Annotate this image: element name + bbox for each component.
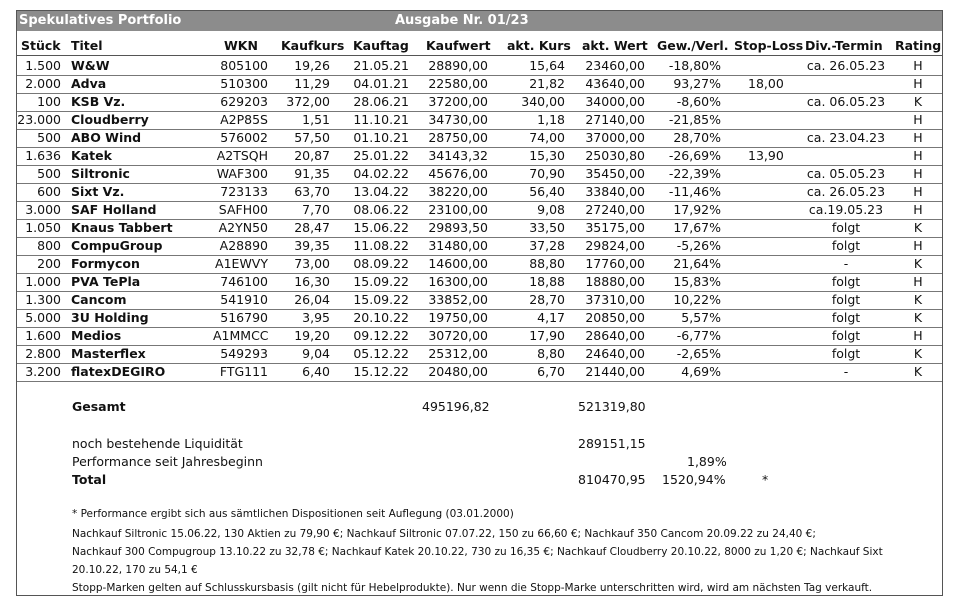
cell-rating: H bbox=[913, 58, 923, 73]
cell-div-termin: folgt bbox=[831, 238, 861, 253]
table-row bbox=[17, 291, 942, 310]
cell-akt-wert: 28640,00 bbox=[585, 328, 645, 343]
cell-kauftag: 20.10.22 bbox=[353, 310, 409, 325]
cell-stueck: 1.500 bbox=[25, 58, 61, 73]
note-line: Nachkauf Siltronic 15.06.22, 130 Aktien zu 79,90 €; Nachkauf Siltronic 07.07.22, 150 zu 66,60 €; Nachkauf 350 Cancom 20.09.22 zu 24,40 €; bbox=[72, 528, 816, 540]
cell-akt-kurs: 15,30 bbox=[529, 148, 565, 163]
cell-titel: KSB Vz. bbox=[71, 94, 126, 109]
title-bar bbox=[17, 11, 942, 31]
cell-akt-kurs: 88,80 bbox=[529, 256, 565, 271]
cell-akt-kurs: 37,28 bbox=[529, 238, 565, 253]
cell-kaufkurs: 7,70 bbox=[302, 202, 330, 217]
cell-gew-verl: 93,27% bbox=[673, 76, 721, 91]
performance-label: Performance seit Jahresbeginn bbox=[72, 454, 263, 469]
table-row bbox=[17, 111, 942, 130]
table-row bbox=[17, 309, 942, 328]
column-header-kaufwert: Kaufwert bbox=[426, 38, 491, 53]
table-row bbox=[17, 273, 942, 292]
cell-kauftag: 08.06.22 bbox=[353, 202, 409, 217]
table-row bbox=[17, 129, 942, 148]
cell-gew-verl: -5,26% bbox=[676, 238, 721, 253]
cell-akt-wert: 37310,00 bbox=[585, 292, 645, 307]
cell-gew-verl: -2,65% bbox=[676, 346, 721, 361]
cell-rating: K bbox=[913, 220, 923, 235]
cell-stop-loss: 13,90 bbox=[748, 148, 784, 163]
cell-kauftag: 15.09.22 bbox=[353, 274, 409, 289]
cell-titel: Cancom bbox=[71, 292, 127, 307]
cell-wkn: 746100 bbox=[220, 274, 268, 289]
cell-akt-wert: 18880,00 bbox=[585, 274, 645, 289]
cell-rating: K bbox=[913, 310, 923, 325]
cell-wkn: 516790 bbox=[220, 310, 268, 325]
cell-kauftag: 21.05.21 bbox=[353, 58, 409, 73]
cell-stueck: 1.300 bbox=[25, 292, 61, 307]
cell-kaufkurs: 26,04 bbox=[294, 292, 330, 307]
cell-kaufkurs: 91,35 bbox=[294, 166, 330, 181]
cell-akt-wert: 20850,00 bbox=[585, 310, 645, 325]
cell-rating: H bbox=[913, 76, 923, 91]
cell-kaufwert: 37200,00 bbox=[428, 94, 488, 109]
cell-kauftag: 13.04.22 bbox=[353, 184, 409, 199]
note-line: Stopp-Marken gelten auf Schlusskursbasis (gilt nicht für Hebelprodukte). Nur wenn die Stopp-Marke unterschritten wird, wird am nächsten Tag verkauft. bbox=[72, 582, 873, 594]
cell-kaufkurs: 63,70 bbox=[294, 184, 330, 199]
cell-stueck: 3.200 bbox=[25, 364, 61, 379]
table-row bbox=[17, 345, 942, 364]
cell-kaufkurs: 19,26 bbox=[294, 58, 330, 73]
note-line: Nachkauf 300 Compugroup 13.10.22 zu 32,78 €; Nachkauf Katek 20.10.22, 730 zu 16,35 €; Nachkauf Cloudberry 20.10.22, 8000 zu 1,20 €; Nachkauf Sixt bbox=[72, 546, 883, 558]
cell-titel: Katek bbox=[71, 148, 112, 163]
cell-rating: K bbox=[913, 292, 923, 307]
header-divider bbox=[17, 55, 942, 56]
cell-kaufwert: 28750,00 bbox=[428, 130, 488, 145]
cell-titel: PVA TePla bbox=[71, 274, 141, 289]
cell-stueck: 500 bbox=[37, 166, 61, 181]
cell-wkn: A2YN50 bbox=[218, 220, 268, 235]
cell-stueck: 100 bbox=[37, 94, 61, 109]
gesamt-kaufwert: 495196,82 bbox=[422, 399, 490, 414]
cell-kaufwert: 30720,00 bbox=[428, 328, 488, 343]
column-header-kauftag: Kauftag bbox=[353, 38, 409, 53]
cell-kauftag: 11.10.21 bbox=[353, 112, 409, 127]
cell-stueck: 1.636 bbox=[25, 148, 61, 163]
column-header-div-termin: Div.-Termin bbox=[805, 38, 883, 53]
column-header-titel: Titel bbox=[71, 38, 103, 53]
column-header-akt-wert: akt. Wert bbox=[582, 38, 648, 53]
cell-akt-kurs: 1,18 bbox=[537, 112, 565, 127]
total-value: 810470,95 bbox=[578, 472, 646, 487]
cell-kauftag: 09.12.22 bbox=[353, 328, 409, 343]
cell-titel: Sixt Vz. bbox=[71, 184, 125, 199]
cell-stueck: 200 bbox=[37, 256, 61, 271]
cell-wkn: WAF300 bbox=[216, 166, 268, 181]
cell-akt-wert: 29824,00 bbox=[585, 238, 645, 253]
cell-akt-kurs: 8,80 bbox=[537, 346, 565, 361]
cell-div-termin: ca. 06.05.23 bbox=[806, 94, 886, 109]
performance-value: 1,89% bbox=[687, 454, 727, 469]
total-performance: 1520,94% bbox=[662, 472, 726, 487]
cell-div-termin: ca. 05.05.23 bbox=[806, 166, 886, 181]
cell-gew-verl: -21,85% bbox=[668, 112, 721, 127]
cell-stueck: 3.000 bbox=[25, 202, 61, 217]
table-row bbox=[17, 75, 942, 94]
cell-akt-kurs: 340,00 bbox=[521, 94, 565, 109]
column-header-kaufkurs: Kaufkurs bbox=[281, 38, 345, 53]
gesamt-label: Gesamt bbox=[72, 399, 126, 414]
table-row bbox=[17, 219, 942, 238]
cell-akt-kurs: 28,70 bbox=[529, 292, 565, 307]
cell-kaufkurs: 6,40 bbox=[302, 364, 330, 379]
cell-kaufkurs: 19,20 bbox=[294, 328, 330, 343]
cell-kaufkurs: 73,00 bbox=[294, 256, 330, 271]
cell-kaufkurs: 20,87 bbox=[294, 148, 330, 163]
cell-akt-kurs: 56,40 bbox=[529, 184, 565, 199]
cell-akt-kurs: 6,70 bbox=[537, 364, 565, 379]
cell-wkn: 549293 bbox=[220, 346, 268, 361]
cell-div-termin: folgt bbox=[831, 328, 861, 343]
cell-akt-wert: 27240,00 bbox=[585, 202, 645, 217]
cell-kauftag: 08.09.22 bbox=[353, 256, 409, 271]
cell-stueck: 1.000 bbox=[25, 274, 61, 289]
cell-kaufwert: 34143,32 bbox=[428, 148, 488, 163]
cell-akt-kurs: 74,00 bbox=[529, 130, 565, 145]
cell-stueck: 5.000 bbox=[25, 310, 61, 325]
table-row bbox=[17, 237, 942, 256]
cell-div-termin: folgt bbox=[831, 220, 861, 235]
cell-stueck: 23.000 bbox=[17, 112, 61, 127]
cell-rating: H bbox=[913, 148, 923, 163]
cell-titel: SAF Holland bbox=[71, 202, 157, 217]
cell-akt-kurs: 17,90 bbox=[529, 328, 565, 343]
cell-akt-wert: 35450,00 bbox=[585, 166, 645, 181]
cell-rating: K bbox=[913, 364, 923, 379]
cell-akt-wert: 27140,00 bbox=[585, 112, 645, 127]
cell-wkn: A1EWVY bbox=[215, 256, 268, 271]
note-line: 20.10.22, 170 zu 54,1 € bbox=[72, 564, 198, 576]
table-row bbox=[17, 255, 942, 274]
cell-kaufkurs: 9,04 bbox=[302, 346, 330, 361]
cell-kauftag: 15.09.22 bbox=[353, 292, 409, 307]
cell-akt-wert: 23460,00 bbox=[585, 58, 645, 73]
cell-akt-kurs: 4,17 bbox=[537, 310, 565, 325]
cell-wkn: 510300 bbox=[220, 76, 268, 91]
table-row bbox=[17, 57, 942, 76]
table-row bbox=[17, 183, 942, 202]
cell-titel: ABO Wind bbox=[71, 130, 142, 145]
portfolio-table bbox=[16, 10, 943, 596]
cell-gew-verl: 21,64% bbox=[673, 256, 721, 271]
cell-kaufkurs: 16,30 bbox=[294, 274, 330, 289]
cell-stueck: 2.000 bbox=[25, 76, 61, 91]
column-header-stop-loss: Stop-Loss bbox=[734, 38, 804, 53]
column-header-akt-kurs: akt. Kurs bbox=[507, 38, 571, 53]
cell-kauftag: 25.01.22 bbox=[353, 148, 409, 163]
cell-rating: H bbox=[913, 274, 923, 289]
cell-rating: H bbox=[913, 112, 923, 127]
cell-rating: K bbox=[913, 346, 923, 361]
cell-rating: H bbox=[913, 238, 923, 253]
cell-titel: W&W bbox=[71, 58, 110, 73]
cell-akt-kurs: 18,88 bbox=[529, 274, 565, 289]
table-row bbox=[17, 363, 942, 382]
cell-kaufwert: 14600,00 bbox=[428, 256, 488, 271]
cell-kaufkurs: 57,50 bbox=[294, 130, 330, 145]
cell-div-termin: folgt bbox=[831, 274, 861, 289]
cell-div-termin: - bbox=[843, 256, 849, 271]
cell-stueck: 500 bbox=[37, 130, 61, 145]
cell-kaufwert: 38220,00 bbox=[428, 184, 488, 199]
cell-gew-verl: 17,92% bbox=[673, 202, 721, 217]
cell-kaufwert: 16300,00 bbox=[428, 274, 488, 289]
cell-kaufkurs: 39,35 bbox=[294, 238, 330, 253]
issue-label: Ausgabe Nr. 01/23 bbox=[395, 13, 529, 28]
cell-rating: H bbox=[913, 328, 923, 343]
cell-gew-verl: -26,69% bbox=[668, 148, 721, 163]
cell-rating: H bbox=[913, 130, 923, 145]
cell-akt-wert: 35175,00 bbox=[585, 220, 645, 235]
cell-rating: H bbox=[913, 166, 923, 181]
cell-titel: Cloudberry bbox=[71, 112, 149, 127]
cell-div-termin: folgt bbox=[831, 292, 861, 307]
cell-kauftag: 28.06.21 bbox=[353, 94, 409, 109]
cell-gew-verl: 5,57% bbox=[681, 310, 721, 325]
cell-div-termin: folgt bbox=[831, 310, 861, 325]
cell-kaufwert: 23100,00 bbox=[428, 202, 488, 217]
cell-stueck: 2.800 bbox=[25, 346, 61, 361]
cell-rating: H bbox=[913, 184, 923, 199]
cell-akt-wert: 25030,80 bbox=[585, 148, 645, 163]
cell-gew-verl: 17,67% bbox=[673, 220, 721, 235]
cell-kauftag: 05.12.22 bbox=[353, 346, 409, 361]
cell-kauftag: 01.10.21 bbox=[353, 130, 409, 145]
cell-kaufwert: 29893,50 bbox=[428, 220, 488, 235]
cell-akt-wert: 43640,00 bbox=[585, 76, 645, 91]
cell-gew-verl: -8,60% bbox=[676, 94, 721, 109]
cell-titel: 3U Holding bbox=[71, 310, 149, 325]
cell-rating: K bbox=[913, 256, 923, 271]
cell-akt-wert: 33840,00 bbox=[585, 184, 645, 199]
cell-titel: flatexDEGIRO bbox=[71, 364, 166, 379]
cell-div-termin: ca. 26.05.23 bbox=[806, 184, 886, 199]
cell-stop-loss: 18,00 bbox=[748, 76, 784, 91]
cell-wkn: 576002 bbox=[220, 130, 268, 145]
cell-kaufwert: 45676,00 bbox=[428, 166, 488, 181]
cell-kaufkurs: 11,29 bbox=[294, 76, 330, 91]
cell-stueck: 1.600 bbox=[25, 328, 61, 343]
cell-titel: Knaus Tabbert bbox=[71, 220, 173, 235]
column-header-gew-verl: Gew./Verl. bbox=[657, 38, 729, 53]
cell-kaufkurs: 1,51 bbox=[302, 112, 330, 127]
cell-kaufwert: 28890,00 bbox=[428, 58, 488, 73]
cell-div-termin: folgt bbox=[831, 346, 861, 361]
cell-kaufwert: 20480,00 bbox=[428, 364, 488, 379]
cell-div-termin: ca. 23.04.23 bbox=[806, 130, 886, 145]
liquiditaet-label: noch bestehende Liquidität bbox=[72, 436, 243, 451]
cell-div-termin: ca. 26.05.23 bbox=[806, 58, 886, 73]
cell-div-termin: - bbox=[843, 364, 849, 379]
cell-gew-verl: -18,80% bbox=[668, 58, 721, 73]
total-footnote-mark: * bbox=[762, 472, 769, 487]
cell-gew-verl: 4,69% bbox=[681, 364, 721, 379]
cell-wkn: 805100 bbox=[220, 58, 268, 73]
cell-gew-verl: -22,39% bbox=[668, 166, 721, 181]
column-header-rating: Rating bbox=[895, 38, 942, 53]
table-row bbox=[17, 93, 942, 112]
cell-akt-wert: 34000,00 bbox=[585, 94, 645, 109]
cell-kaufkurs: 3,95 bbox=[302, 310, 330, 325]
cell-wkn: A28890 bbox=[219, 238, 268, 253]
cell-kaufwert: 34730,00 bbox=[428, 112, 488, 127]
cell-gew-verl: 10,22% bbox=[673, 292, 721, 307]
cell-rating: K bbox=[913, 94, 923, 109]
cell-wkn: 723133 bbox=[220, 184, 268, 199]
cell-wkn: SAFH00 bbox=[218, 202, 268, 217]
cell-wkn: 541910 bbox=[220, 292, 268, 307]
cell-rating: H bbox=[913, 202, 923, 217]
cell-kaufkurs: 28,47 bbox=[294, 220, 330, 235]
cell-akt-wert: 17760,00 bbox=[585, 256, 645, 271]
cell-titel: Masterflex bbox=[71, 346, 146, 361]
cell-kauftag: 11.08.22 bbox=[353, 238, 409, 253]
cell-akt-wert: 21440,00 bbox=[585, 364, 645, 379]
cell-akt-kurs: 15,64 bbox=[529, 58, 565, 73]
cell-akt-wert: 24640,00 bbox=[585, 346, 645, 361]
cell-akt-kurs: 9,08 bbox=[537, 202, 565, 217]
cell-titel: CompuGroup bbox=[71, 238, 163, 253]
cell-kaufkurs: 372,00 bbox=[286, 94, 330, 109]
column-header-stueck: Stück bbox=[21, 38, 61, 53]
cell-gew-verl: -6,77% bbox=[676, 328, 721, 343]
cell-akt-kurs: 21,82 bbox=[529, 76, 565, 91]
cell-wkn: FTG111 bbox=[219, 364, 268, 379]
cell-stueck: 600 bbox=[37, 184, 61, 199]
cell-gew-verl: 28,70% bbox=[673, 130, 721, 145]
cell-wkn: A1MMCC bbox=[213, 328, 269, 343]
cell-kaufwert: 25312,00 bbox=[428, 346, 488, 361]
cell-kaufwert: 31480,00 bbox=[428, 238, 488, 253]
cell-gew-verl: 15,83% bbox=[673, 274, 721, 289]
cell-wkn: A2TSQH bbox=[216, 148, 268, 163]
cell-stueck: 1.050 bbox=[25, 220, 61, 235]
note-line: * Performance ergibt sich aus sämtlichen Dispositionen seit Auflegung (03.01.2000) bbox=[72, 508, 514, 520]
table-row bbox=[17, 327, 942, 346]
cell-wkn: A2P85S bbox=[220, 112, 268, 127]
table-row bbox=[17, 201, 942, 220]
column-header-wkn: WKN bbox=[224, 38, 258, 53]
cell-wkn: 629203 bbox=[220, 94, 268, 109]
total-label: Total bbox=[72, 472, 107, 487]
cell-kauftag: 15.12.22 bbox=[353, 364, 409, 379]
cell-titel: Siltronic bbox=[71, 166, 130, 181]
cell-kaufwert: 33852,00 bbox=[428, 292, 488, 307]
gesamt-aktwert: 521319,80 bbox=[578, 399, 646, 414]
cell-titel: Formycon bbox=[71, 256, 140, 271]
cell-kauftag: 15.06.22 bbox=[353, 220, 409, 235]
cell-kauftag: 04.02.22 bbox=[353, 166, 409, 181]
cell-akt-wert: 37000,00 bbox=[585, 130, 645, 145]
table-row bbox=[17, 165, 942, 184]
cell-kauftag: 04.01.21 bbox=[353, 76, 409, 91]
cell-kaufwert: 19750,00 bbox=[428, 310, 488, 325]
cell-titel: Medios bbox=[71, 328, 122, 343]
table-row bbox=[17, 147, 942, 166]
cell-gew-verl: -11,46% bbox=[668, 184, 721, 199]
cell-div-termin: ca.19.05.23 bbox=[808, 202, 884, 217]
cell-akt-kurs: 33,50 bbox=[529, 220, 565, 235]
cell-kaufwert: 22580,00 bbox=[428, 76, 488, 91]
cell-titel: Adva bbox=[71, 76, 107, 91]
liquiditaet-value: 289151,15 bbox=[578, 436, 646, 451]
cell-akt-kurs: 70,90 bbox=[529, 166, 565, 181]
cell-stueck: 800 bbox=[37, 238, 61, 253]
portfolio-title: Spekulatives Portfolio bbox=[19, 13, 182, 28]
